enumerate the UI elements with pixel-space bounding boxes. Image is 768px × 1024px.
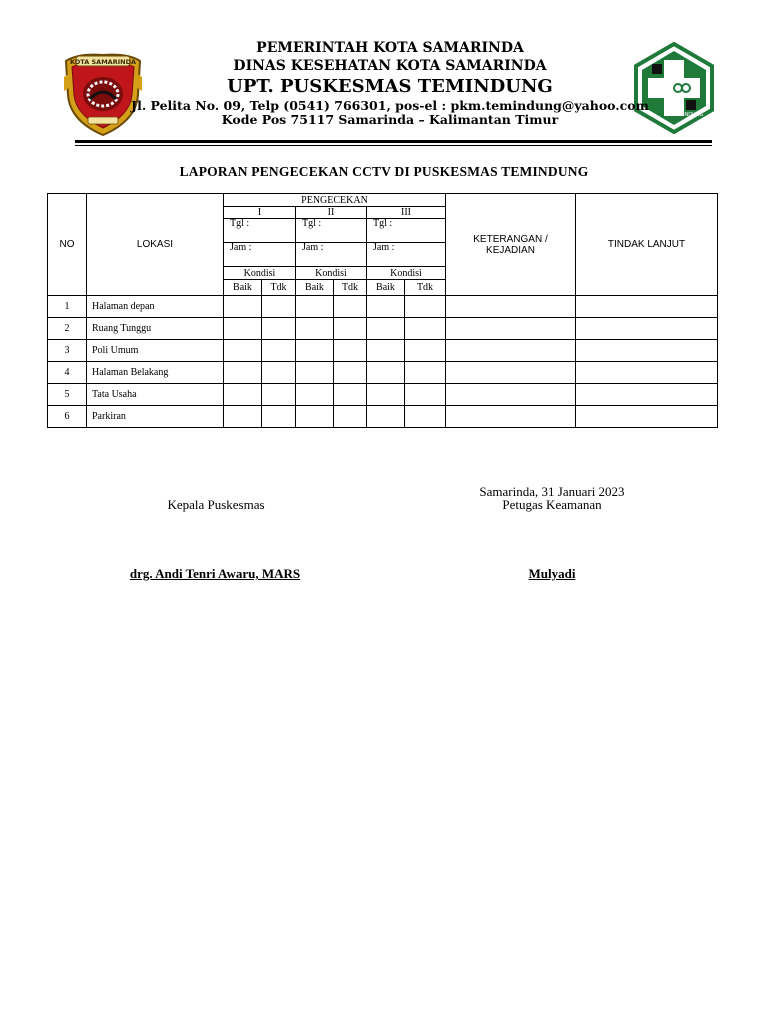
- empty-cell[interactable]: [334, 318, 367, 340]
- empty-cell[interactable]: [405, 384, 446, 406]
- signature-right-role: Petugas Keamanan: [502, 497, 602, 512]
- empty-cell[interactable]: [446, 318, 576, 340]
- header-postal: Kode Pos 75117 Samarinda – Kalimantan Timur: [221, 112, 559, 127]
- signature-left-name: drg. Andi Tenri Awaru, MARS: [129, 566, 301, 581]
- empty-cell[interactable]: [405, 362, 446, 384]
- round-1-tdk: Tdk: [262, 280, 296, 296]
- row-no: 2: [48, 318, 87, 340]
- round-2-label: II: [296, 207, 367, 219]
- empty-cell[interactable]: [446, 384, 576, 406]
- table-row: [48, 340, 718, 362]
- empty-cell[interactable]: [576, 362, 718, 384]
- header-tindak-lanjut: TINDAK LANJUT: [576, 194, 718, 296]
- empty-cell[interactable]: [262, 318, 296, 340]
- empty-cell[interactable]: [334, 362, 367, 384]
- round-1-baik: Baik: [224, 280, 262, 296]
- empty-cell[interactable]: [405, 296, 446, 318]
- empty-cell[interactable]: [334, 406, 367, 428]
- round-3-jam: Jam :: [367, 243, 446, 267]
- header-government: PEMERINTAH KOTA SAMARINDA: [256, 40, 524, 56]
- empty-cell[interactable]: [446, 296, 576, 318]
- empty-cell[interactable]: [296, 318, 334, 340]
- empty-cell[interactable]: [367, 340, 405, 362]
- header-rule-thin: [75, 145, 712, 146]
- kota-samarinda-logo: [58, 47, 148, 139]
- empty-cell[interactable]: [446, 362, 576, 384]
- round-2-tdk: Tdk: [334, 280, 367, 296]
- empty-cell[interactable]: [296, 340, 334, 362]
- row-lokasi: Parkiran: [87, 406, 224, 428]
- puskesmas-temindung-logo: [630, 42, 718, 134]
- round-1-kondisi: Kondisi: [224, 267, 296, 280]
- empty-cell[interactable]: [405, 406, 446, 428]
- round-3-baik: Baik: [367, 280, 405, 296]
- row-no: 6: [48, 406, 87, 428]
- empty-cell[interactable]: [296, 384, 334, 406]
- empty-cell[interactable]: [576, 406, 718, 428]
- round-3-tdk: Tdk: [405, 280, 446, 296]
- empty-cell[interactable]: [367, 406, 405, 428]
- empty-cell[interactable]: [262, 340, 296, 362]
- header-keterangan-line1: KETERANGAN /: [473, 233, 548, 245]
- cctv-check-table: [47, 193, 718, 428]
- header-no: NO: [48, 194, 87, 296]
- row-no: 3: [48, 340, 87, 362]
- signature-place-date: Samarinda, 31 Januari 2023: [479, 484, 625, 499]
- empty-cell[interactable]: [334, 296, 367, 318]
- empty-cell[interactable]: [224, 340, 262, 362]
- header-keterangan: [446, 194, 576, 296]
- empty-cell[interactable]: [262, 296, 296, 318]
- header-keterangan-line2: KEJADIAN: [486, 244, 535, 256]
- empty-cell[interactable]: [334, 384, 367, 406]
- empty-cell[interactable]: [224, 296, 262, 318]
- empty-cell[interactable]: [576, 296, 718, 318]
- round-2-baik: Baik: [296, 280, 334, 296]
- logo-left-text: KOTA SAMARINDA: [70, 58, 136, 66]
- empty-cell[interactable]: [224, 362, 262, 384]
- empty-cell[interactable]: [334, 340, 367, 362]
- signature-right-name: Mulyadi: [528, 566, 576, 581]
- empty-cell[interactable]: [446, 340, 576, 362]
- empty-cell[interactable]: [296, 362, 334, 384]
- round-2-kondisi: Kondisi: [296, 267, 367, 280]
- empty-cell[interactable]: [367, 384, 405, 406]
- table-row: [48, 318, 718, 340]
- row-lokasi: Ruang Tunggu: [87, 318, 224, 340]
- header-rule-thick: [75, 140, 712, 143]
- table-row: [48, 384, 718, 406]
- document-title: LAPORAN PENGECEKAN CCTV DI PUSKESMAS TEMINDUNG: [179, 164, 589, 179]
- round-3-tgl: Tgl :: [367, 219, 446, 243]
- header-pengecekan: PENGECEKAN: [224, 194, 446, 207]
- empty-cell[interactable]: [367, 296, 405, 318]
- row-lokasi: Halaman depan: [87, 296, 224, 318]
- empty-cell[interactable]: [367, 362, 405, 384]
- table-row: [48, 296, 718, 318]
- header-lokasi: LOKASI: [87, 194, 224, 296]
- empty-cell[interactable]: [576, 318, 718, 340]
- row-no: 4: [48, 362, 87, 384]
- empty-cell[interactable]: [576, 340, 718, 362]
- round-3-kondisi: Kondisi: [367, 267, 446, 280]
- empty-cell[interactable]: [367, 318, 405, 340]
- empty-cell[interactable]: [224, 406, 262, 428]
- logo-right-text: TEMINDUNG: [672, 112, 704, 118]
- row-lokasi: Tata Usaha: [87, 384, 224, 406]
- round-2-jam: Jam :: [296, 243, 367, 267]
- round-2-tgl: Tgl :: [296, 219, 367, 243]
- empty-cell[interactable]: [262, 362, 296, 384]
- header-department: DINAS KESEHATAN KOTA SAMARINDA: [233, 58, 547, 74]
- row-no: 5: [48, 384, 87, 406]
- header-institution: UPT. PUSKESMAS TEMINDUNG: [227, 76, 553, 97]
- row-lokasi: Halaman Belakang: [87, 362, 224, 384]
- row-no: 1: [48, 296, 87, 318]
- table-row: [48, 362, 718, 384]
- signature-left-role: Kepala Puskesmas: [167, 497, 265, 512]
- round-1-label: I: [224, 207, 296, 219]
- table-row: [48, 406, 718, 428]
- round-1-jam: Jam :: [224, 243, 296, 267]
- empty-cell[interactable]: [405, 340, 446, 362]
- row-lokasi: Poli Umum: [87, 340, 224, 362]
- round-3-label: III: [367, 207, 446, 219]
- header-address: Jl. Pelita No. 09, Telp (0541) 766301, pos-el : pkm.temindung@yahoo.com: [131, 98, 649, 113]
- empty-cell[interactable]: [262, 384, 296, 406]
- empty-cell[interactable]: [405, 318, 446, 340]
- empty-cell[interactable]: [224, 318, 262, 340]
- empty-cell[interactable]: [224, 384, 262, 406]
- table-body: [48, 296, 718, 428]
- empty-cell[interactable]: [296, 296, 334, 318]
- empty-cell[interactable]: [576, 384, 718, 406]
- round-1-tgl: Tgl :: [224, 219, 296, 243]
- empty-cell[interactable]: [262, 406, 296, 428]
- empty-cell[interactable]: [296, 406, 334, 428]
- empty-cell[interactable]: [446, 406, 576, 428]
